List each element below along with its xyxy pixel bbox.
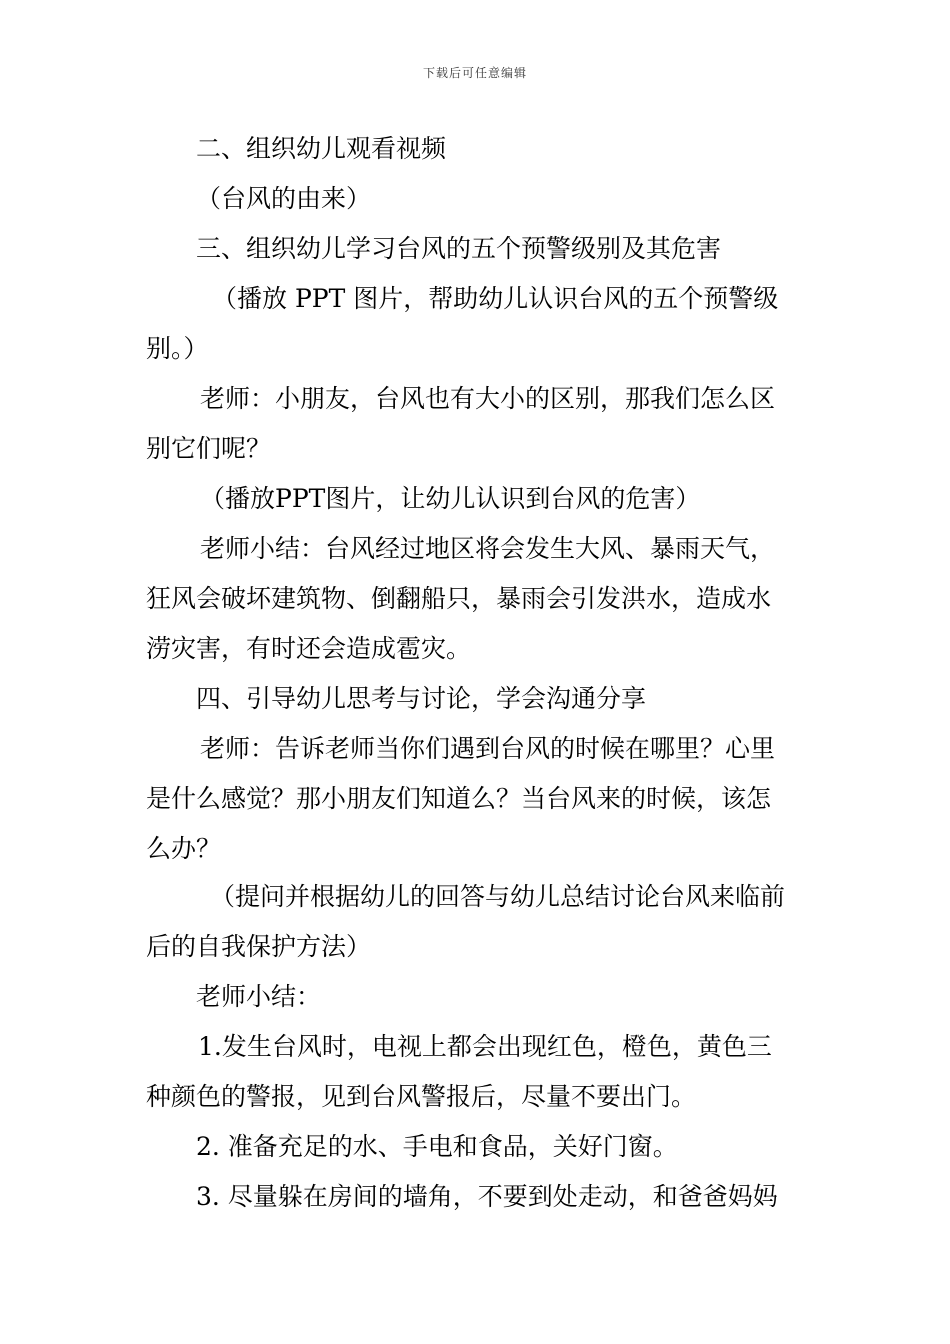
text-line: 四、引导幼儿思考与讨论，学会沟通分享 bbox=[196, 684, 647, 713]
text-line: （台风的由来） bbox=[196, 184, 372, 213]
text-line: 老师小结：台风经过地区将会发生大风、暴雨天气， bbox=[200, 534, 776, 563]
text-line: 后的自我保护方法） bbox=[146, 932, 372, 961]
text-line: 2. 准备充足的水、手电和食品，关好门窗。 bbox=[196, 1132, 678, 1161]
text-line: 种颜色的警报，见到台风警报后，尽量不要出门。 bbox=[146, 1082, 697, 1111]
text-line: 涝灾害，有时还会造成雹灾。 bbox=[146, 634, 472, 663]
text-line: 老师小结： bbox=[196, 982, 322, 1011]
text-line: 老师：告诉老师当你们遇到台风的时候在哪里？心里 bbox=[200, 734, 776, 763]
page-header: 下载后可任意编辑 bbox=[422, 66, 527, 80]
text-line: 三、组织幼儿学习台风的五个预警级别及其危害 bbox=[196, 234, 722, 263]
text-line: （提问并根据幼儿的回答与幼儿总结讨论台风来临前 bbox=[210, 882, 786, 911]
text-line: 3. 尽量躲在房间的墙角，不要到处走动，和爸爸妈妈 bbox=[196, 1182, 778, 1211]
text-line: 别。） bbox=[146, 334, 209, 363]
text-line: 是什么感觉？那小朋友们知道么？当台风来的时候，该怎 bbox=[146, 784, 772, 813]
text-line: （播放 PPT 图片，帮助幼儿认识台风的五个预警级 bbox=[212, 284, 779, 313]
text-line: 狂风会破坏建筑物、倒翻船只，暴雨会引发洪水，造成水 bbox=[146, 584, 772, 613]
text-line: 么办？ bbox=[146, 834, 222, 863]
text-line: 别它们呢？ bbox=[146, 434, 272, 463]
text-line: 老师：小朋友，台风也有大小的区别，那我们怎么区 bbox=[200, 384, 776, 413]
text-line: （播放PPT图片，让幼儿认识到台风的危害） bbox=[200, 484, 701, 513]
text-line: 二、组织幼儿观看视频 bbox=[196, 134, 447, 163]
text-line: 1.发生台风时，电视上都会出现红色，橙色，黄色三 bbox=[198, 1032, 772, 1061]
